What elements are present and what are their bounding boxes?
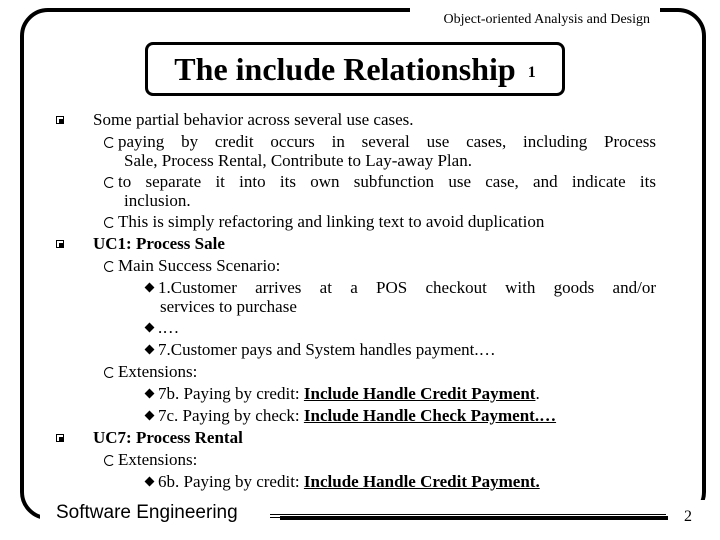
bullet-heading: UC1: Process Sale: [93, 234, 225, 253]
sub-bullet: [104, 132, 656, 152]
diamond-item: [146, 318, 179, 338]
header-course: Object-oriented Analysis and Design: [443, 12, 650, 27]
diamond-item: [146, 278, 656, 298]
square-bullet-icon: [56, 116, 64, 124]
sub-bullet: [104, 450, 197, 470]
sub-bullet-text: to separate it into its own subfunction use case, and indicate its: [118, 172, 656, 191]
bullet-text: Some partial behavior across several use cases.: [93, 110, 414, 129]
square-bullet-icon: [56, 434, 64, 442]
sub-bullet-icon: [104, 367, 115, 378]
sub-bullet-icon: [104, 217, 115, 228]
diamond-bullet-icon: [145, 389, 155, 399]
sub-bullet-text: Extensions:: [118, 450, 198, 469]
sub-bullet: [104, 172, 656, 192]
diamond-item-text: 7.Customer pays and System handles payment.…: [158, 340, 496, 359]
diamond-item-text: services to purchase: [160, 297, 297, 316]
sub-bullet-text: This is simply refactoring and linking text to avoid duplication: [118, 212, 545, 231]
title-box: [145, 42, 565, 96]
sub-bullet-icon: [104, 261, 115, 272]
sub-bullet-text: Extensions:: [118, 362, 198, 381]
square-bullet-icon: [56, 240, 64, 248]
diamond-bullet-icon: [145, 411, 155, 421]
diamond-item: [146, 340, 496, 360]
diamond-item: [146, 472, 540, 492]
diamond-item-text: .: [535, 384, 540, 403]
diamond-bullet-icon: [145, 323, 155, 333]
sub-bullet-icon: [104, 137, 115, 148]
page-number: 2: [684, 508, 692, 525]
sub-bullet-text: paying by credit occurs in several use cases, including Process: [118, 132, 656, 151]
diamond-item: [146, 384, 540, 404]
sub-bullet: [104, 362, 197, 382]
title-number: 1: [527, 64, 536, 81]
diamond-bullet-icon: [145, 477, 155, 487]
bullet-heading: UC7: Process Rental: [93, 428, 243, 447]
diamond-item-text: 1.Customer arrives at a POS checkout with goods and/or: [158, 278, 656, 297]
sub-bullet-text: Main Success Scenario:: [118, 256, 281, 275]
diamond-item-text: 6b. Paying by credit:: [158, 472, 304, 491]
diamond-item: [146, 406, 556, 426]
include-link[interactable]: Include Handle Credit Payment: [303, 384, 536, 403]
footer-course: Software Engineering: [56, 502, 238, 523]
sub-bullet-text: inclusion.: [124, 191, 191, 210]
sub-bullet-text: Sale, Process Rental, Contribute to Lay-away Plan.: [124, 151, 472, 170]
sub-bullet-icon: [104, 455, 115, 466]
diamond-bullet-icon: [145, 345, 155, 355]
page-title: The include Relationship: [174, 50, 516, 87]
footer-rule: [270, 514, 666, 518]
include-link[interactable]: Include Handle Credit Payment.: [303, 472, 540, 491]
sub-bullet: [104, 256, 280, 276]
diamond-item-text: .…: [158, 318, 180, 337]
sub-bullet: [104, 212, 544, 232]
diamond-bullet-icon: [145, 283, 155, 293]
diamond-item-text: 7b. Paying by credit:: [158, 384, 304, 403]
sub-bullet-icon: [104, 177, 115, 188]
diamond-item-text: 7c. Paying by check:: [158, 406, 304, 425]
include-link[interactable]: Include Handle Check Payment.…: [303, 406, 557, 425]
